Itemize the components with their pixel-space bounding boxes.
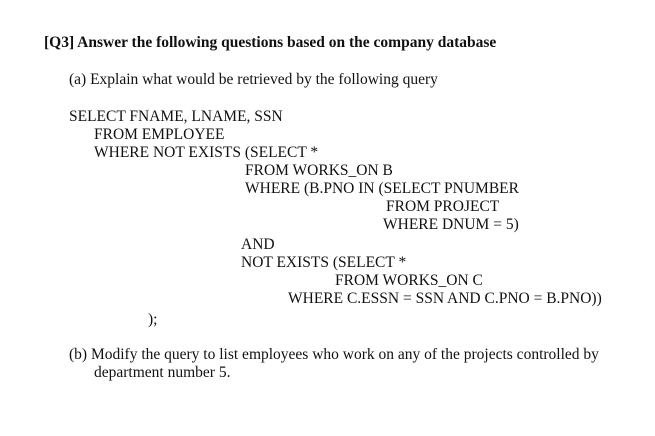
query-line-close: ); (148, 311, 158, 328)
part-b-prompt-line-1: (b) Modify the query to list employees who work on any of the projects controlled by (69, 346, 599, 363)
query-line-from-works-on-b: FROM WORKS_ON B (245, 162, 393, 179)
query-line-where-dnum: WHERE DNUM = 5) (383, 216, 519, 233)
query-line-from-project: FROM PROJECT (386, 198, 500, 215)
part-b-prompt-line-2: department number 5. (94, 364, 231, 381)
query-line-select: SELECT FNAME, LNAME, SSN (69, 108, 283, 125)
question-heading: [Q3] Answer the following questions based on the company database (44, 34, 497, 51)
query-line-from-employee: FROM EMPLOYEE (94, 126, 225, 143)
query-line-where-not-exists: WHERE NOT EXISTS (SELECT * (94, 144, 319, 161)
query-line-not-exists: NOT EXISTS (SELECT * (241, 254, 407, 271)
query-line-from-works-on-c: FROM WORKS_ON C (335, 272, 483, 289)
part-a-prompt: (a) Explain what would be retrieved by the following query (69, 71, 438, 88)
query-line-where-pno-in: WHERE (B.PNO IN (SELECT PNUMBER (245, 180, 519, 197)
query-line-where-essn: WHERE C.ESSN = SSN AND C.PNO = B.PNO)) (288, 290, 602, 307)
query-line-and: AND (241, 236, 275, 253)
